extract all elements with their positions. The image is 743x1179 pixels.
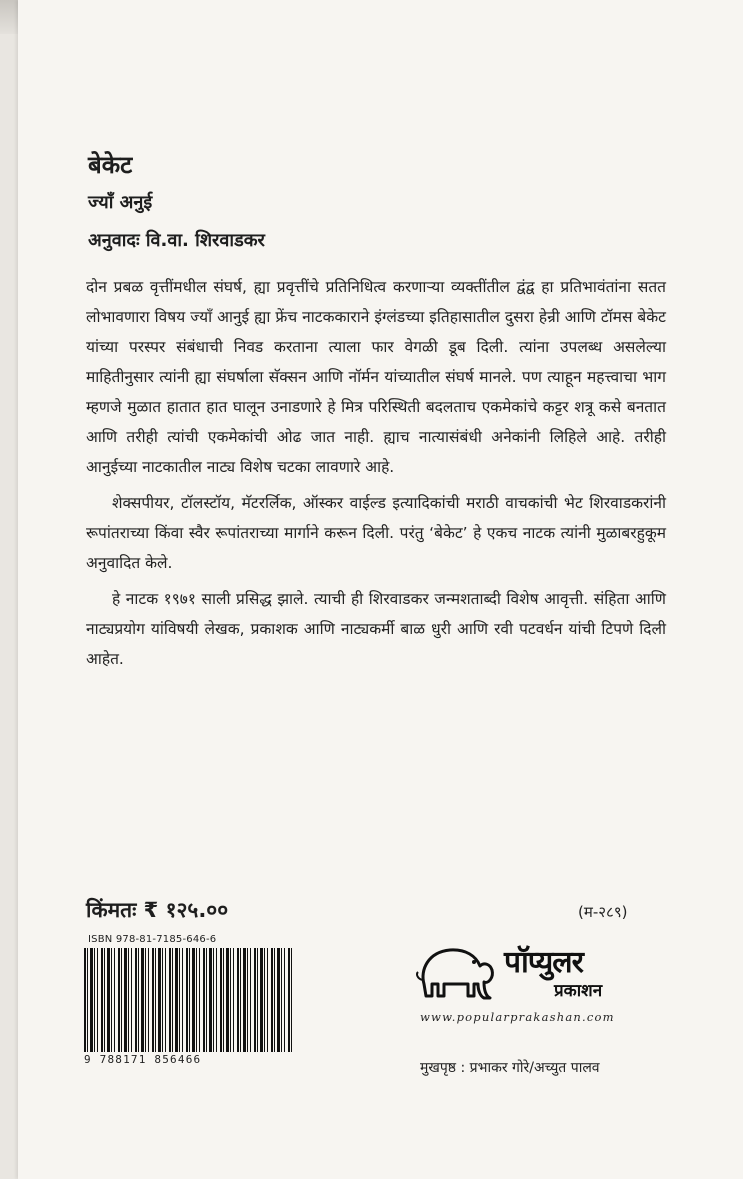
elephant-icon (414, 940, 498, 1002)
publisher-logo (414, 936, 674, 1046)
price-label: किंमतः ₹ १२५.०० (86, 898, 229, 922)
barcode (84, 934, 296, 1074)
blurb (86, 272, 666, 680)
publisher-name-sub: प्रकाशन (554, 981, 603, 1001)
barcode-bars (84, 948, 292, 1052)
blurb-paragraph-3: हे नाटक १९७१ साली प्रसिद्ध झाले. त्याची ही शिरवाडकर जन्मशताब्दी विशेष आवृत्ती. संहिता आणि नाट्यप्रयोग यांविषयी लेखक, प्रकाशक आणि नाट्यकर्मी बाळ धुरी आणि रवी पटवर्धन यांची टिपणे दिली आहेत. (86, 590, 666, 668)
author-name: ज्याँ अनुई (88, 192, 153, 213)
book-title: बेकेट (88, 151, 133, 179)
catalog-code: (म-२८९) (578, 903, 628, 921)
publisher-website[interactable]: www.popularprakashan.com (420, 1010, 615, 1024)
isbn-text: ISBN 978-81-7185-646-6 (88, 934, 217, 945)
publisher-name: पॉप्युलर (504, 945, 583, 980)
blurb-paragraph-1: दोन प्रबळ वृत्तींमधील संघर्ष, ह्या प्रवृत्तींचे प्रतिनिधित्व करणाऱ्या व्यक्तींतील द्वंद्व हा प्रतिभावंतांना सतत लोभावणारा विषय ज्याँ आनुई ह्या फ्रेंच नाटककाराने इंग्लंडच्या इतिहासातील दुसरा हेन्री आणि टॉमस बेकेट यांच्या परस्पर संबंधाची निवड करताना त्याला फार वेगळी डूब दिली. त्यांना उपलब्ध असलेल्या माहितीनुसार त्यांनी ह्या संघर्षाला सॅक्सन आणि नॉर्मन यांच्यातील संघर्ष मानले. पण त्याहून महत्त्वाचा भाग म्हणजे मुळात हातात हात घालून उनाडणारे हे मित्र परिस्थिती बदलताच एकमेकांचे कट्टर शत्रू कसे बनतात आणि तरीही त्यांची एकमेकांची ओढ जात नाही. ह्याच नात्यासंबंधी अनेकांनी लिहिले आहे. तरीही आनुईच्या नाटकातील नाट्य विशेष चटका लावणारे आहे. (86, 278, 666, 476)
barcode-digits: 9 788171 856466 (84, 1053, 202, 1066)
cover-credit: मुखपृष्ठ : प्रभाकर गोरे/अच्युत पालव (420, 1060, 600, 1076)
blurb-paragraph-2: शेक्सपीयर, टॉलस्टॉय, मॅटरर्लिक, ऑस्कर वाईल्ड इत्यादिकांची मराठी वाचकांची भेट शिरवाडकरांनी रूपांतराच्या किंवा स्वैर रूपांतराच्या मार्गाने करून दिली. परंतु ‘बेकेट’ हे एकच नाटक त्यांनी मुळाबरहुकूम अनुवादित केले. (86, 494, 666, 572)
translator-credit: अनुवादः वि.वा. शिरवाडकर (88, 230, 265, 251)
